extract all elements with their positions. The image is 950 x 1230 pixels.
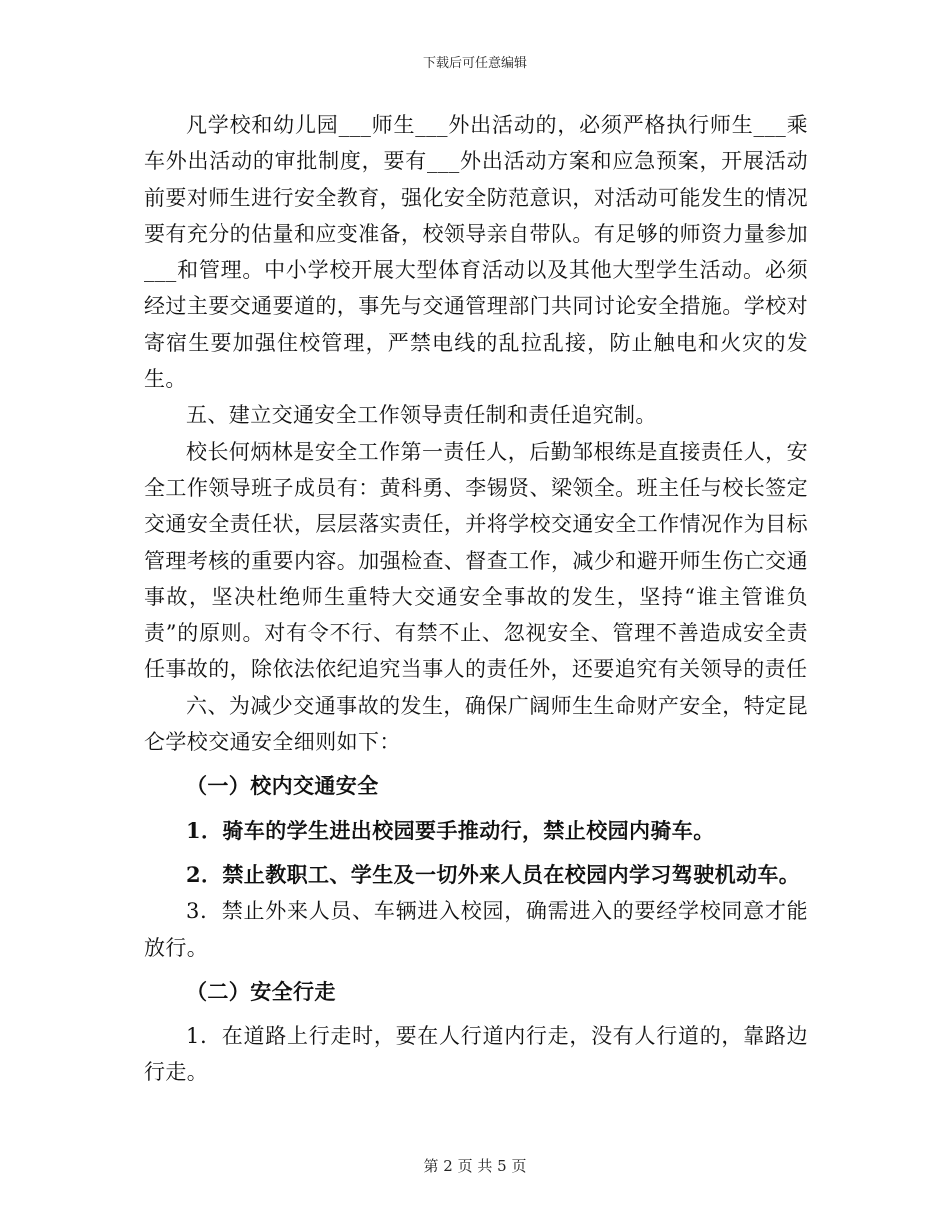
subheading-safe-walking: （二）安全行走	[186, 978, 336, 1004]
paragraph-responsibility: 校长何炳林是安全工作第一责任人，后勤邹根练是直接责任人，安全工作领导班子成员有：黄科勇、李锡贤、梁领全。班主任与校长签定交通安全责任状，层层落实责任，并将学校交通安全工作情况作为目标管理考核的重要内容。加强检查、督查工作，减少和避开师生伤亡交通事故，坚决杜绝师生重特大交通安全事故的发生，坚持“谁主管谁负责”的原则。对有令不行、有禁不止、忽视安全、管理不善造成安全责任事故的，除依法依纪追究当事人的责任外，还要追究有关领导的责任	[144, 439, 808, 682]
page-number: 第 2 页 共 5 页	[423, 1157, 527, 1175]
rule-walking: 1．在道路上行走时，要在人行道内行走，没有人行道的，靠路边行走。	[144, 1024, 808, 1085]
rule-outsiders: 3．禁止外来人员、车辆进入校园，确需进入的要经学校同意才能放行。	[144, 899, 808, 960]
paragraph-outing-rules: 凡学校和幼儿园___师生___外出活动的，必须严格执行师生___乘车外出活动的审批制度，要有___外出活动方案和应急预案，开展活动前要对师生进行安全教育，强化安全防范意识，对活动可能发生的情况要有充分的估量和应变准备，校领导亲自带队。有足够的师资力量参加___和管理。中小学校开展大型体育活动以及其他大型学生活动。必须经过主要交通要道的，事先与交通管理部门共同讨论安全措施。学校对寄宿生要加强住校管理，严禁电线的乱拉乱接，防止触电和火灾的发生。	[144, 113, 808, 392]
section-heading-six: 六、为减少交通事故的发生，确保广阔师生生命财产安全，特定昆仑学校交通安全细则如下：	[144, 693, 808, 755]
rule-no-driving-practice: 2．禁止教职工、学生及一切外来人员在校园内学习驾驶机动车。	[186, 861, 801, 887]
section-heading-five: 五、建立交通安全工作领导责任制和责任追究制。	[186, 403, 657, 428]
page-header-note: 下载后可任意编辑	[422, 56, 527, 71]
subheading-campus-traffic: （一）校内交通安全	[186, 773, 379, 799]
rule-cycling: 1．骑车的学生进出校园要手推动行，禁止校园内骑车。	[186, 817, 715, 843]
document-body	[144, 107, 808, 1091]
